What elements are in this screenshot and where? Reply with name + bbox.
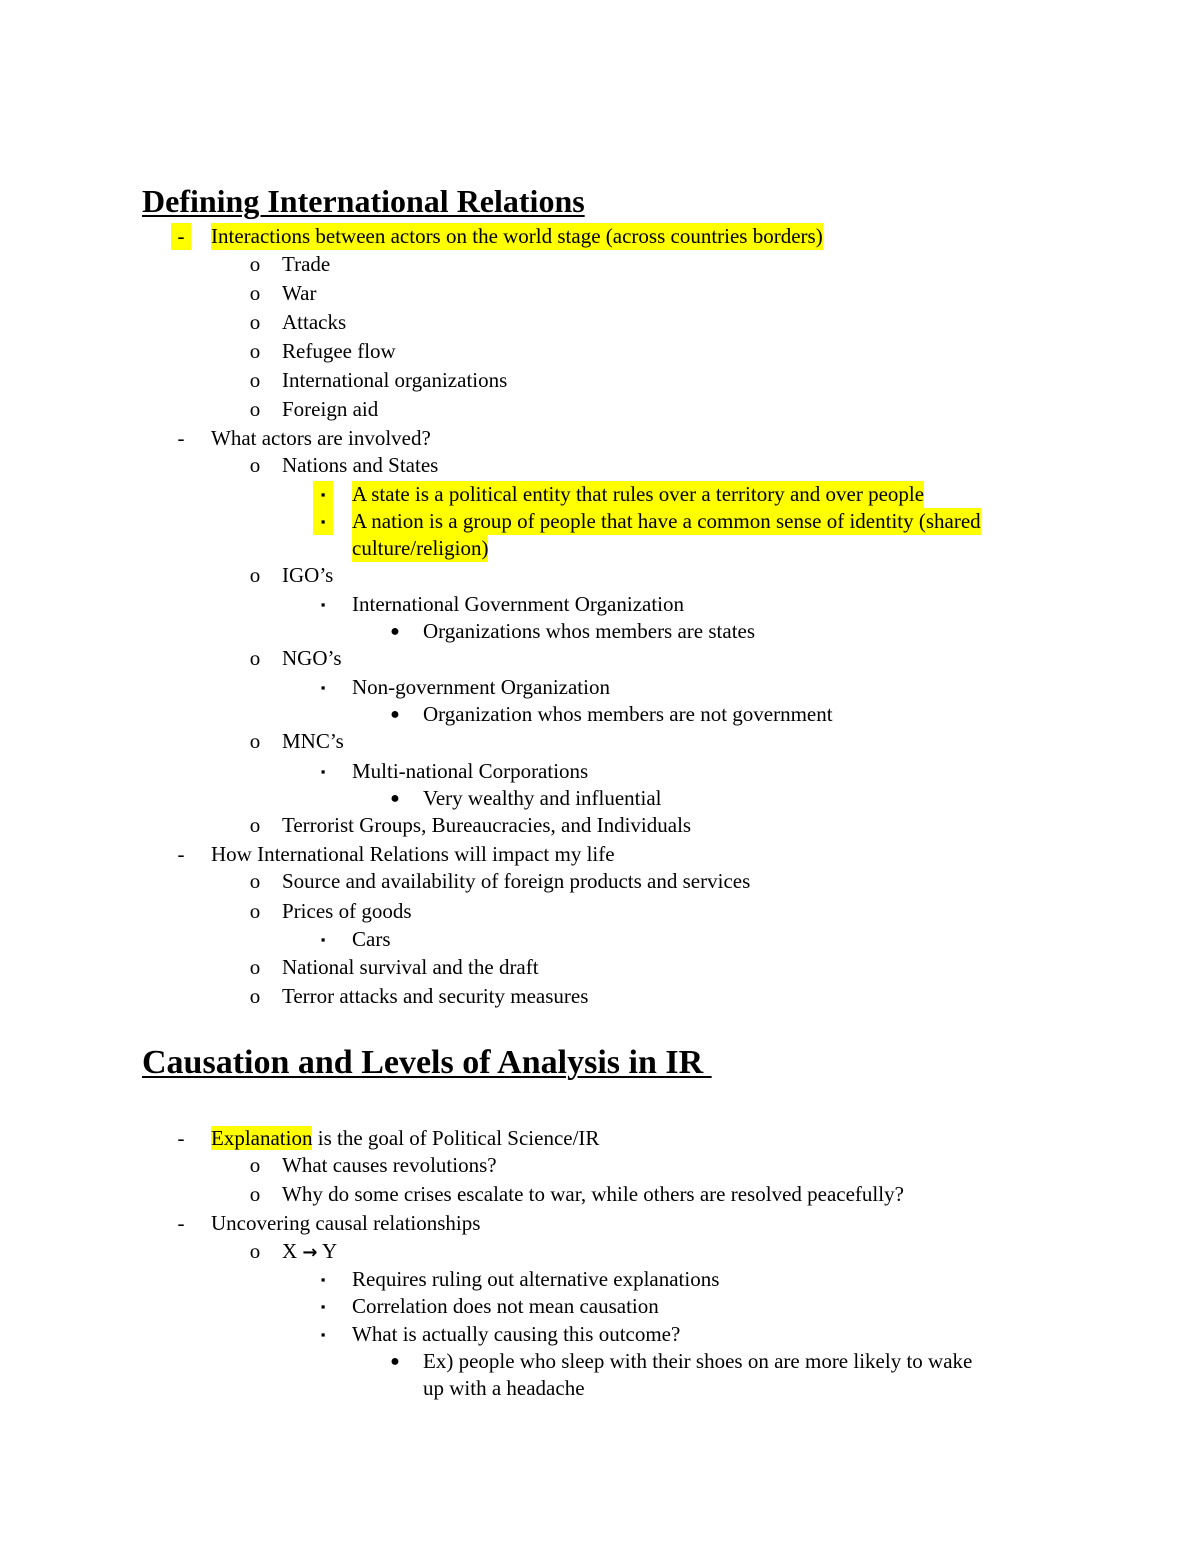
list-item: Uncovering causal relationships xyxy=(211,1211,481,1235)
list-item-continuation: culture/religion) xyxy=(352,536,489,560)
bullet-square: ▪ xyxy=(313,508,333,535)
list-item: Cars xyxy=(352,927,391,951)
bullet-dot: ● xyxy=(390,706,400,723)
bullet-circle: o xyxy=(249,984,261,1008)
list-item: A state is a political entity that rules over a territory and over people xyxy=(352,482,925,506)
bullet-circle: o xyxy=(249,955,261,979)
list-item: Nations and States xyxy=(282,453,439,477)
section-heading: Causation and Levels of Analysis in IR xyxy=(142,1044,712,1081)
bullet-dash: - xyxy=(177,1126,185,1150)
list-item: Source and availability of foreign products and services xyxy=(282,869,751,893)
list-item: What actors are involved? xyxy=(211,426,431,450)
list-item: Non-government Organization xyxy=(352,675,610,699)
bullet-square: ▪ xyxy=(320,1272,326,1287)
list-item: Organization whos members are not government xyxy=(423,702,833,726)
bullet-square: ▪ xyxy=(320,1327,326,1342)
bullet-circle: o xyxy=(249,368,261,392)
bullet-circle: o xyxy=(249,869,261,893)
list-item: MNC’s xyxy=(282,729,344,753)
bullet-square: ▪ xyxy=(320,1299,326,1314)
list-item: How International Relations will impact my life xyxy=(211,842,615,866)
list-item: IGO’s xyxy=(282,563,334,587)
bullet-square: ▪ xyxy=(320,680,326,695)
list-item: Terror attacks and security measures xyxy=(282,984,589,1008)
bullet-circle: o xyxy=(249,813,261,837)
list-item-continuation: up with a headache xyxy=(423,1376,585,1400)
list-item: Attacks xyxy=(282,310,347,334)
list-item-text: X xyxy=(282,1239,303,1263)
bullet-circle: o xyxy=(249,1182,261,1206)
bullet-circle: o xyxy=(249,1239,261,1263)
list-item: Very wealthy and influential xyxy=(423,786,662,810)
bullet-circle: o xyxy=(249,646,261,670)
bullet-circle: o xyxy=(249,281,261,305)
bullet-dash: - xyxy=(177,842,185,866)
bullet-dot: ● xyxy=(390,790,400,807)
list-item: International organizations xyxy=(282,368,508,392)
bullet-circle: o xyxy=(249,729,261,753)
bullet-circle: o xyxy=(249,453,261,477)
section-heading: Defining International Relations xyxy=(142,183,585,219)
bullet-square: ▪ xyxy=(313,481,333,508)
list-item: Requires ruling out alternative explanations xyxy=(352,1267,720,1291)
bullet-square: ▪ xyxy=(320,932,326,947)
list-item: Terrorist Groups, Bureaucracies, and Individuals xyxy=(282,813,692,837)
bullet-circle: o xyxy=(249,310,261,334)
arrow-right-icon: → xyxy=(302,1242,318,1263)
highlighted-term: Explanation xyxy=(211,1126,313,1150)
list-item: Organizations whos members are states xyxy=(423,619,756,643)
list-item: Foreign aid xyxy=(282,397,379,421)
bullet-dash: - xyxy=(177,1211,185,1235)
bullet-circle: o xyxy=(249,899,261,923)
list-item: Multi-national Corporations xyxy=(352,759,589,783)
list-item: A nation is a group of people that have a common sense of identity (shared xyxy=(352,509,981,533)
bullet-dot: ● xyxy=(390,623,400,640)
list-item: Interactions between actors on the world stage (across countries borders) xyxy=(211,224,823,248)
bullet-dash: - xyxy=(177,426,185,450)
bullet-circle: o xyxy=(249,397,261,421)
list-item: NGO’s xyxy=(282,646,342,670)
bullet-dot: ● xyxy=(390,1353,400,1370)
list-item-text: is the goal of Political Science/IR xyxy=(312,1126,600,1150)
bullet-circle: o xyxy=(249,252,261,276)
list-item: Why do some crises escalate to war, while others are resolved peacefully? xyxy=(282,1182,904,1206)
list-item: International Government Organization xyxy=(352,592,685,616)
bullet-circle: o xyxy=(249,1153,261,1177)
bullet-dash: - xyxy=(171,223,191,250)
list-item xyxy=(211,1125,599,1152)
list-item: Ex) people who sleep with their shoes on are more likely to wake xyxy=(423,1349,973,1373)
list-item: Refugee flow xyxy=(282,339,396,363)
list-item: What causes revolutions? xyxy=(282,1153,497,1177)
bullet-circle: o xyxy=(249,563,261,587)
bullet-square: ▪ xyxy=(320,764,326,779)
list-item: War xyxy=(282,281,317,305)
bullet-circle: o xyxy=(249,339,261,363)
list-item-text: Y xyxy=(317,1239,338,1263)
bullet-square: ▪ xyxy=(320,597,326,612)
list-item xyxy=(282,1238,337,1265)
list-item: What is actually causing this outcome? xyxy=(352,1322,681,1346)
list-item: Correlation does not mean causation xyxy=(352,1294,659,1318)
list-item: Prices of goods xyxy=(282,899,412,923)
list-item: National survival and the draft xyxy=(282,955,539,979)
list-item: Trade xyxy=(282,252,331,276)
